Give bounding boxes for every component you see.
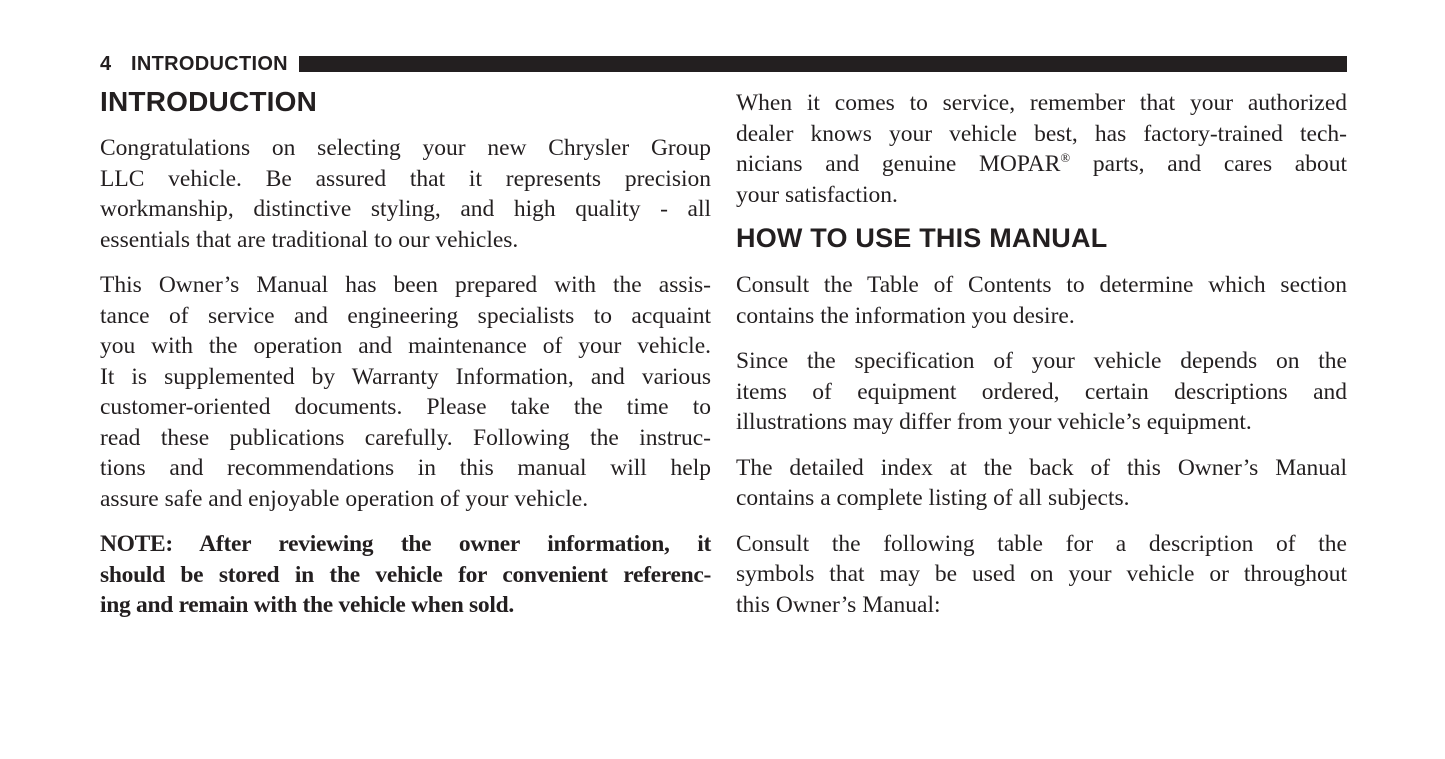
header-section-title: INTRODUCTION: [131, 53, 288, 75]
text-line: customer-oriented documents. Please take the time to: [100, 394, 711, 420]
running-header: [100, 52, 1347, 76]
text-line: tance of service and engineering specialists to acquaint: [100, 302, 711, 329]
text-line: Since the specification of your vehicle depends on the: [736, 348, 1347, 374]
section-heading-introduction: INTRODUCTION: [100, 86, 318, 117]
left-column: [100, 88, 711, 636]
text-line: essentials that are traditional to our vehicles.: [100, 226, 519, 253]
two-column-layout: [100, 88, 1347, 636]
text-line: illustrations may differ from your vehicle’s equipment.: [736, 409, 1252, 435]
text-line: your satisfaction.: [736, 181, 898, 208]
specification-paragraph: [736, 346, 1347, 438]
text-line: should be stored in the vehicle for convenient referenc-: [100, 561, 711, 588]
text-line: symbols that may be used on your vehicle or throughout: [736, 561, 1347, 587]
intro-paragraph-congratulations: [100, 133, 711, 255]
text-line: The detailed index at the back of this Owner’s Manual: [736, 454, 1347, 481]
text-line: dealer knows your vehicle best, has factory-trained tech-: [736, 120, 1347, 147]
text-line: workmanship, distinctive styling, and high quality - all: [100, 196, 711, 222]
text-line: It is supplemented by Warranty Information, and various: [100, 363, 711, 390]
page-number: 4: [100, 53, 112, 75]
service-paragraph: [736, 88, 1347, 210]
text-line: contains a complete listing of all subjects.: [736, 485, 1130, 511]
text-line: ing and remain with the vehicle when sold.: [100, 592, 514, 618]
table-of-contents-paragraph: [736, 270, 1347, 331]
text-line: This Owner’s Manual has been prepared with the assis-: [100, 272, 711, 298]
right-column: [736, 88, 1347, 636]
text-line: contains the information you desire.: [736, 302, 1075, 329]
text-line: Consult the Table of Contents to determine which section: [736, 272, 1347, 298]
text-line: When it comes to service, remember that your authorized: [736, 90, 1347, 116]
text-line: assure safe and enjoyable operation of your vehicle.: [100, 485, 589, 512]
note-paragraph: [100, 529, 711, 621]
section-heading-how-to-use: HOW TO USE THIS MANUAL: [736, 223, 1108, 253]
text-line: you with the operation and maintenance of your vehicle.: [100, 333, 711, 359]
symbols-table-paragraph: [736, 529, 1347, 621]
header-rule-bar: [299, 56, 1347, 72]
intro-paragraph-manual-prepared: [100, 270, 711, 514]
text-line: Congratulations on selecting your new Chrysler Group: [100, 135, 711, 161]
text-line: read these publications carefully. Following the instruc-: [100, 424, 711, 451]
text-line: nicians and genuine MOPAR® parts, and cares about: [736, 150, 1347, 177]
text-line: LLC vehicle. Be assured that it represents precision: [100, 165, 711, 192]
detailed-index-paragraph: [736, 453, 1347, 514]
text-line: NOTE: After reviewing the owner information, it: [100, 531, 711, 557]
text-line: items of equipment ordered, certain descriptions and: [736, 378, 1347, 405]
text-line: this Owner’s Manual:: [736, 591, 941, 618]
text-line: tions and recommendations in this manual will help: [100, 455, 711, 481]
text-line: Consult the following table for a description of the: [736, 530, 1347, 557]
